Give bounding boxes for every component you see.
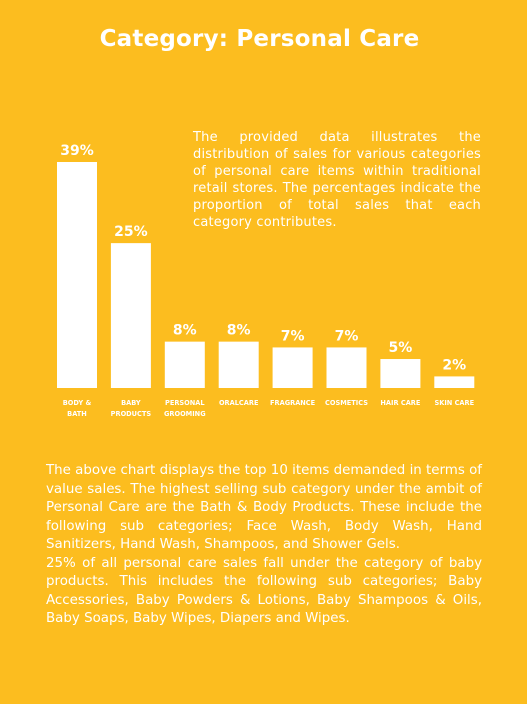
bar-skin-care <box>434 376 474 388</box>
bar-oralcare <box>219 342 259 388</box>
category-label: HAIR CARE <box>380 399 421 407</box>
category-label: BODY & <box>62 399 92 407</box>
bar-body-bath <box>57 162 97 388</box>
category-label: GROOMING <box>163 410 206 418</box>
paragraph-baby-products: 25% of all personal care sales fall under the category of baby products. This includes the following sub categories; Baby Accessories, Baby Powders & Lotions, Baby Shampoos & Oils, Baby Soaps, Baby Wipes, Diapers and Wipes. <box>46 555 482 626</box>
page-title: Category: Personal Care <box>99 26 420 52</box>
category-label: COSMETICS <box>325 399 368 407</box>
category-label: SKIN CARE <box>434 399 475 407</box>
bar-hair-care <box>380 359 420 388</box>
chart-description: The provided data illustrates the distribution of sales for various categories of personal care items within traditional retail stores. The percentages indicate the proportion of total sales that each category contributes. <box>193 130 481 230</box>
bar-fragrance <box>273 347 313 388</box>
value-label: 2% <box>442 357 467 374</box>
value-label: 8% <box>226 322 251 339</box>
paragraph-top-items: The above chart displays the top 10 items demanded in terms of value sales. The highest selling sub category under the ambit of Personal Care are the Bath & Body Products. These include the following sub categories; Face Wash, Body Wash, Hand Sanitizers, Hand Wash, Shampoos, and Shower Gels. <box>46 463 482 552</box>
value-label: 8% <box>172 322 197 339</box>
value-label: 39% <box>60 143 94 159</box>
body-text <box>46 462 482 629</box>
bar-baby-products <box>111 243 151 388</box>
value-label: 5% <box>388 340 413 357</box>
value-label: 7% <box>280 328 305 345</box>
bar-cosmetics <box>327 347 367 388</box>
category-label: FRAGRANCE <box>270 399 316 407</box>
category-label: BATH <box>67 410 87 418</box>
category-label: PERSONAL <box>165 399 205 407</box>
value-label: 25% <box>114 224 148 241</box>
category-label: PRODUCTS <box>110 410 152 418</box>
value-label: 7% <box>334 328 359 345</box>
category-label: BABY <box>121 399 141 407</box>
category-label: ORALCARE <box>218 399 259 407</box>
bar-personal-grooming <box>165 342 205 388</box>
